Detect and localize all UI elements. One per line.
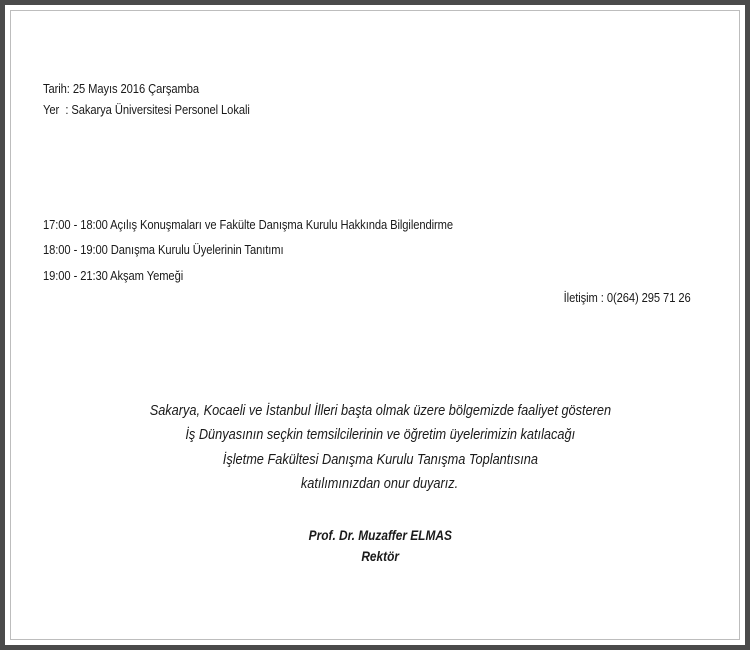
place-value: : Sakarya Üniversitesi Personel Lokali — [65, 102, 250, 117]
signatory-title-text: Rektör — [361, 548, 399, 564]
invitation-line-text: katılımınızdan onur duyarız. — [301, 475, 459, 492]
invitation-line — [5, 426, 750, 443]
invitation-line — [5, 402, 750, 419]
place-label: Yer — [43, 102, 60, 117]
event-date — [43, 81, 199, 96]
schedule-item: 17:00 - 18:00 Açılış Konuşmaları ve Fakülte Danışma Kurulu Hakkında Bilgilendirme — [43, 217, 454, 232]
invitation-line — [5, 451, 750, 468]
schedule-item: 18:00 - 19:00 Danışma Kurulu Üyelerinin Tanıtımı — [43, 242, 284, 257]
event-place — [43, 102, 250, 117]
invitation-line-text: Sakarya, Kocaeli ve İstanbul İlleri başta olmak üzere bölgemizde faaliyet gösteren — [149, 402, 611, 419]
date-value: : 25 Mayıs 2016 Çarşamba — [66, 81, 199, 96]
date-label: Tarih — [43, 81, 67, 96]
schedule-item: 19:00 - 21:30 Akşam Yemeği — [43, 268, 184, 283]
invitation-line-text: İşletme Fakültesi Danışma Kurulu Tanışma Toplantısına — [222, 451, 538, 468]
contact-phone: İletişim : 0(264) 295 71 26 — [564, 290, 691, 305]
signatory-name — [5, 527, 750, 543]
invitation-line-text: İş Dünyasının seçkin temsilcilerinin ve öğretim üyelerimizin katılacağı — [185, 426, 575, 443]
signatory-title — [5, 548, 750, 564]
signatory-name-text: Prof. Dr. Muzaffer ELMAS — [308, 527, 452, 543]
invitation-line — [5, 475, 750, 492]
